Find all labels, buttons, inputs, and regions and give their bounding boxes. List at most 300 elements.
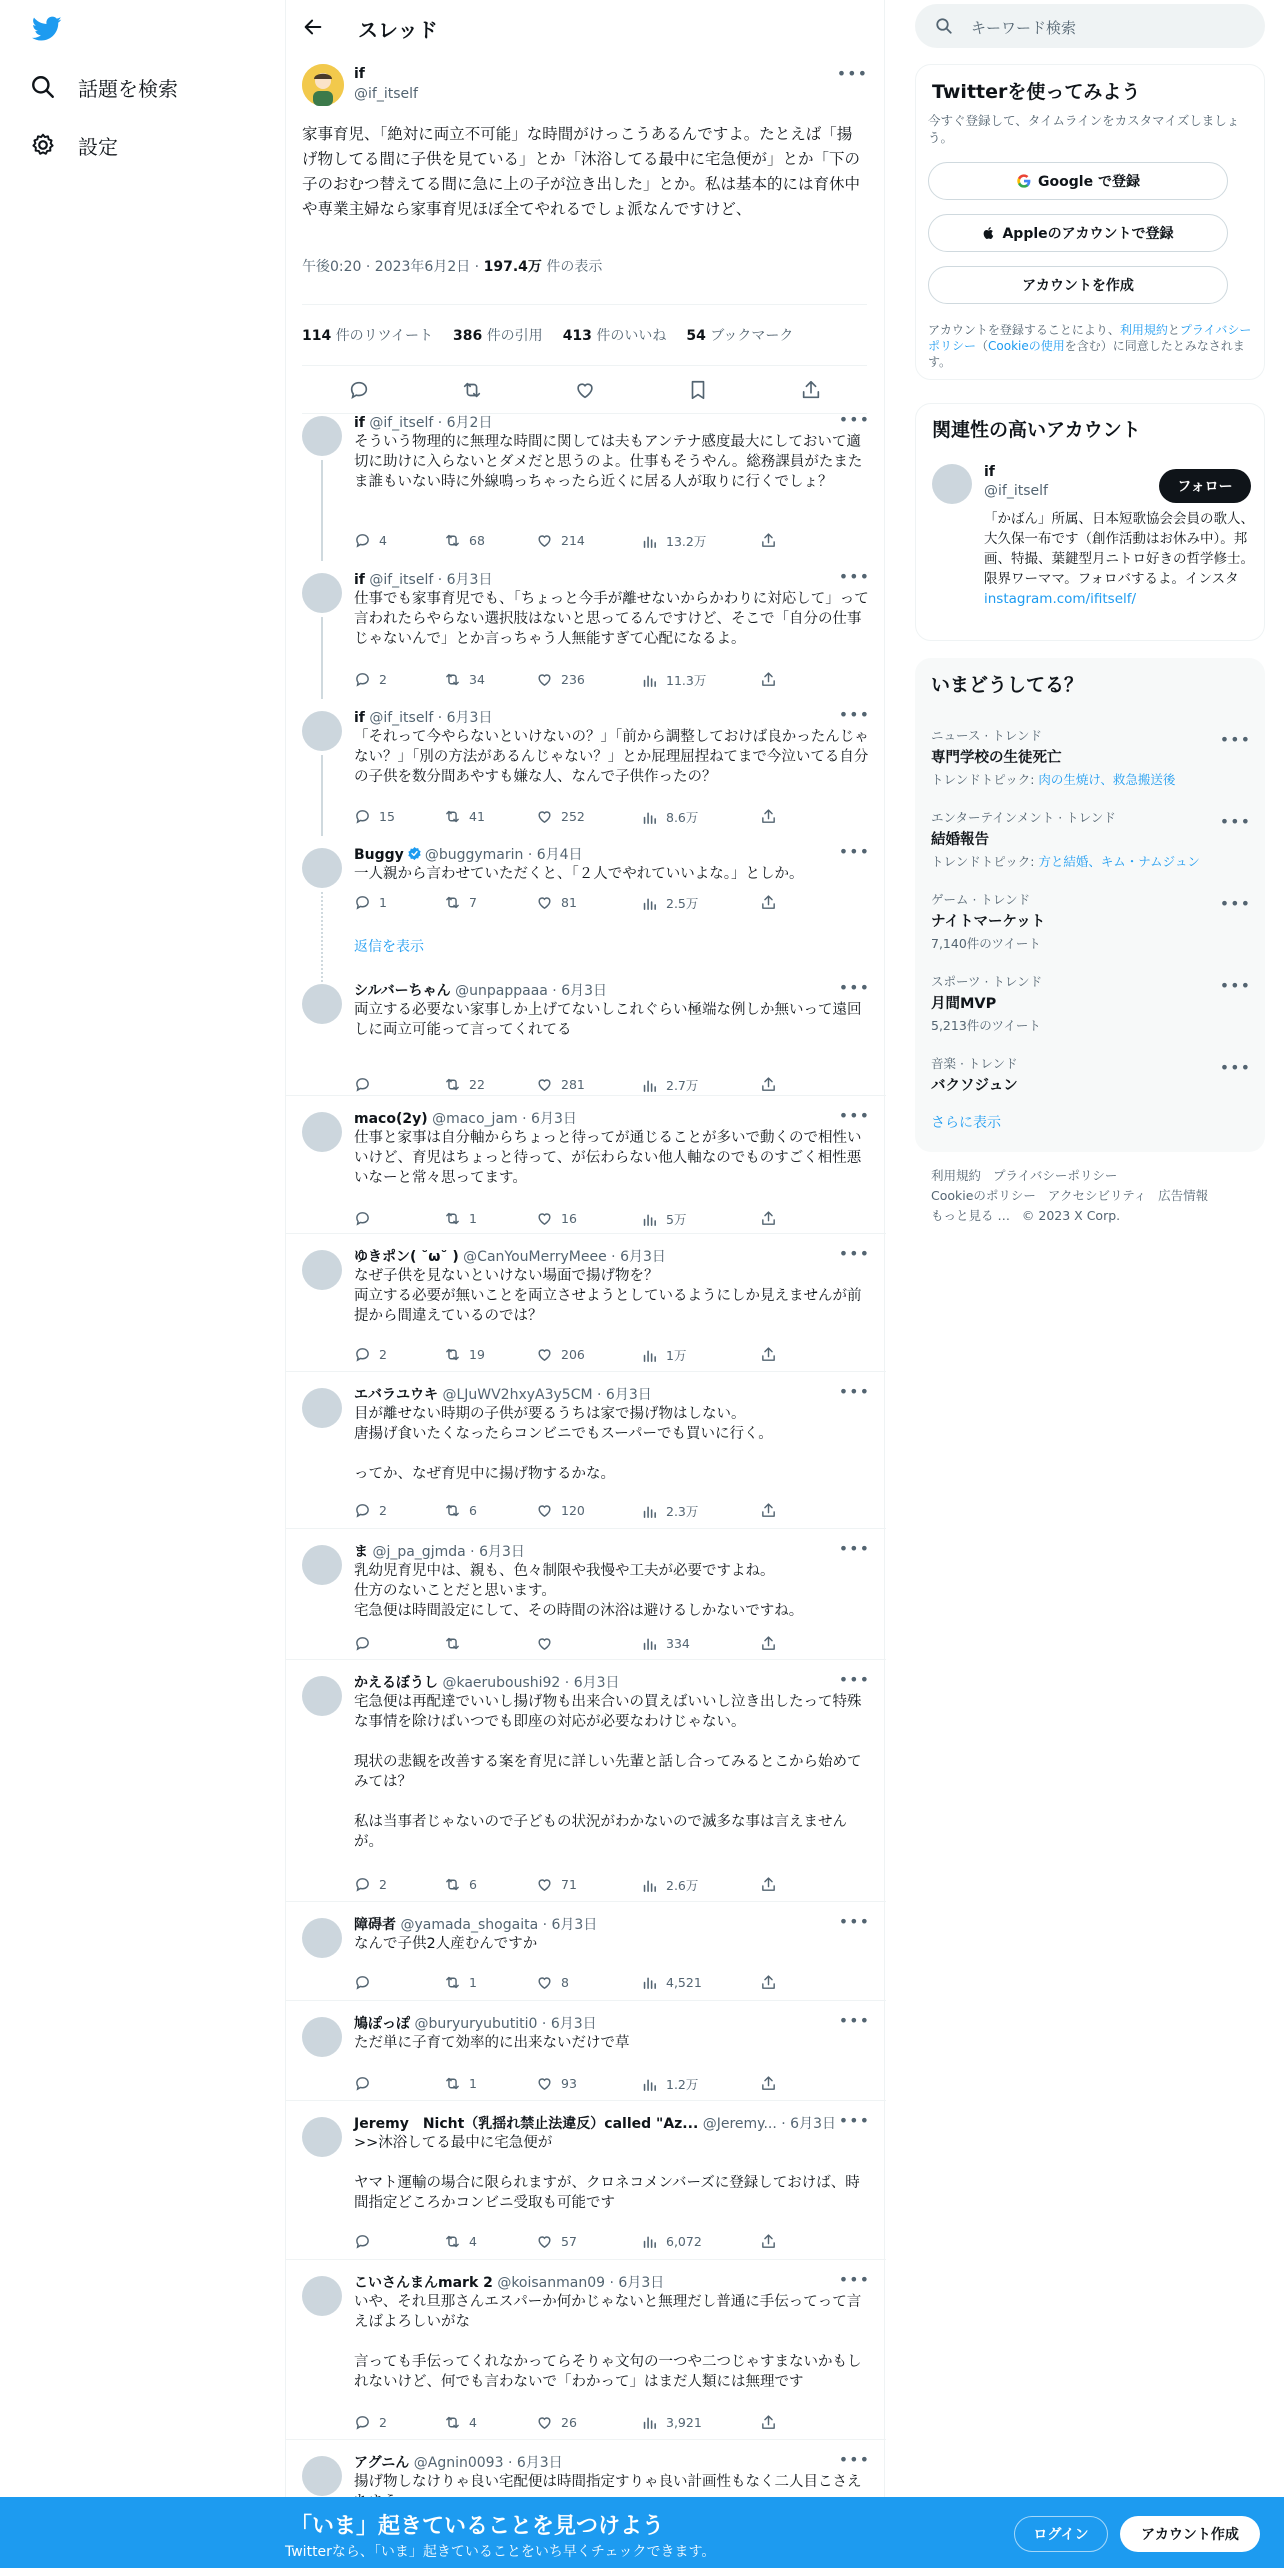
reply-author-handle[interactable]: @Agnin0093 bbox=[413, 2455, 504, 2471]
reply-tweet[interactable] bbox=[286, 1372, 886, 1529]
share-button[interactable] bbox=[760, 894, 777, 911]
like-button[interactable]: 236 bbox=[536, 671, 585, 688]
reply-date[interactable]: 6月3日 bbox=[561, 983, 608, 999]
more-icon[interactable]: ••• bbox=[836, 64, 868, 83]
reply-author-handle[interactable]: @maco_jam bbox=[432, 1111, 518, 1127]
tweet-time[interactable]: 午後0:20 · 2023年6月2日 bbox=[302, 259, 471, 275]
reply-date[interactable]: 6月3日 bbox=[446, 572, 493, 588]
avatar[interactable] bbox=[302, 2276, 342, 2316]
views-icon bbox=[641, 533, 658, 550]
retweet-button[interactable]: 7 bbox=[444, 894, 477, 911]
reply-button[interactable] bbox=[354, 1635, 379, 1652]
like-icon bbox=[536, 1076, 553, 1093]
trend-topic-link[interactable]: 方と結婚、キム・ナムジュン bbox=[1038, 854, 1200, 869]
more-icon[interactable]: ••• bbox=[838, 2111, 870, 2130]
avatar[interactable] bbox=[302, 64, 344, 106]
reply-text: 乳幼児育児中は、親も、色々制限や我慢や工夫が必要ですよね。 仕方のないことだと思います。 宅急便は時間設定にして、その時間の沐浴は避けるしかないですね。 bbox=[354, 1563, 804, 1619]
signup-terms: アカウントを登録することにより、利用規約とプライバシーポリシー（Cookieの使用を含む）に同意したとみなされます。 bbox=[928, 323, 1252, 369]
retweet-icon bbox=[444, 1502, 461, 1519]
reply-header: かえるぼうし @kaeruboushi92 · 6月3日 bbox=[354, 1675, 620, 1691]
reply-date[interactable]: 6月3日 bbox=[479, 1544, 525, 1560]
views-icon bbox=[641, 2233, 658, 2250]
share-icon[interactable] bbox=[800, 379, 822, 401]
reply-author-handle[interactable]: @if_itself bbox=[369, 710, 434, 726]
reply-author-name[interactable]: シルバーちゃん bbox=[354, 983, 451, 999]
bio-link[interactable]: instagram.com/ifitself/ bbox=[984, 591, 1137, 607]
reply-author-handle[interactable]: @unpappaaa bbox=[455, 983, 548, 999]
reply-button[interactable]: 2 bbox=[354, 2414, 387, 2431]
share-button[interactable] bbox=[760, 2414, 777, 2431]
reply-header: if @if_itself · 6月3日 bbox=[354, 710, 493, 726]
retweet-icon bbox=[444, 2233, 461, 2250]
share-icon bbox=[760, 2414, 777, 2431]
google-signup-button[interactable]: Google で登録 bbox=[928, 162, 1228, 200]
more-icon[interactable]: ••• bbox=[1219, 894, 1251, 913]
share-icon bbox=[760, 1876, 777, 1893]
reply-button[interactable]: 2 bbox=[354, 671, 387, 688]
reply-date[interactable]: 6月3日 bbox=[605, 1387, 652, 1403]
reply-header: if @if_itself · 6月3日 bbox=[354, 572, 493, 588]
trend-title: ナイトマーケット bbox=[931, 914, 1046, 930]
views-icon bbox=[641, 2076, 658, 2093]
reply-text: いや、それ旦那さんエスパーか何かじゃないと無理だし普通に手伝ってって言えばよろしいがな 言っても手伝ってくれなかってらそりゃ文句の一つや二つじゃすまないかもしれないけど、何でも言わないで「わかって」はまだ人類には無理です bbox=[354, 2294, 862, 2390]
reply-header: maco(2y) @maco_jam · 6月3日 bbox=[354, 1111, 577, 1127]
reply-tweet[interactable] bbox=[286, 1529, 886, 1660]
like-button[interactable]: 206 bbox=[536, 1346, 585, 1363]
retweet-icon bbox=[444, 1876, 461, 1893]
like-icon[interactable] bbox=[574, 379, 596, 401]
more-icon[interactable]: ••• bbox=[838, 410, 870, 429]
reply-author-name[interactable]: かえるぼうし bbox=[354, 1675, 438, 1691]
footer-privacy[interactable]: プライバシーポリシー bbox=[992, 1168, 1118, 1183]
share-button[interactable] bbox=[760, 1210, 777, 1227]
more-icon[interactable]: ••• bbox=[838, 1539, 870, 1558]
avatar[interactable] bbox=[302, 573, 342, 613]
trend-item[interactable] bbox=[931, 726, 1251, 788]
reply-tweet[interactable] bbox=[286, 1234, 886, 1372]
views-button[interactable]: 1.2万 bbox=[641, 2075, 698, 2093]
reply-header: こいさんまんmark 2 @koisanman09 · 6月3日 bbox=[354, 2275, 665, 2291]
reply-author-name[interactable]: こいさんまんmark 2 bbox=[354, 2275, 493, 2291]
reply-header: シルバーちゃん @unpappaaa · 6月3日 bbox=[354, 983, 608, 999]
retweet-button[interactable]: 6 bbox=[444, 1876, 477, 1893]
views-button[interactable]: 2.3万 bbox=[641, 1502, 698, 1520]
like-button[interactable]: 252 bbox=[536, 808, 585, 825]
views-icon bbox=[641, 895, 658, 912]
stat-retweets[interactable]: 114 件のリツイート bbox=[302, 328, 433, 344]
reply-button[interactable] bbox=[354, 1210, 379, 1227]
back-arrow-icon[interactable] bbox=[302, 16, 324, 38]
views-icon bbox=[641, 1974, 658, 1991]
share-button[interactable] bbox=[760, 2075, 777, 2092]
views-label: 件の表示 bbox=[546, 259, 603, 275]
reply-author-name[interactable]: maco(2y) bbox=[354, 1111, 428, 1127]
like-button[interactable]: 71 bbox=[536, 1876, 577, 1893]
retweet-button[interactable]: 1 bbox=[444, 1974, 477, 1991]
reply-date[interactable]: 6月3日 bbox=[516, 2455, 563, 2471]
signup-button[interactable]: アカウント作成 bbox=[1120, 2516, 1260, 2552]
reply-date[interactable]: 6月4日 bbox=[536, 847, 583, 863]
reply-author-name[interactable]: ゆきポン( ˘ω˘ ) bbox=[354, 1249, 459, 1265]
share-icon bbox=[760, 2075, 777, 2092]
footer-copyright: © 2023 X Corp. bbox=[1021, 1208, 1121, 1223]
related-title: 関連性の高いアカウント bbox=[932, 419, 1141, 441]
footer-accessibility[interactable]: アクセシビリティ bbox=[1047, 1188, 1147, 1203]
trend-title: 月間MVP bbox=[931, 996, 997, 1012]
show-replies-link[interactable]: 返信を表示 bbox=[354, 939, 424, 955]
reply-author-handle[interactable]: @if_itself bbox=[369, 415, 434, 431]
more-icon[interactable]: ••• bbox=[838, 1912, 870, 1931]
reply-icon[interactable] bbox=[348, 379, 370, 401]
footer-cookie[interactable]: Cookieのポリシー bbox=[931, 1188, 1036, 1203]
avatar[interactable] bbox=[302, 984, 342, 1024]
retweet-button[interactable]: 6 bbox=[444, 1502, 477, 1519]
share-button[interactable] bbox=[760, 1635, 777, 1652]
like-button[interactable] bbox=[536, 1635, 561, 1652]
avatar[interactable] bbox=[302, 2456, 342, 2496]
share-icon bbox=[760, 1635, 777, 1652]
reply-date[interactable]: 6月3日 bbox=[790, 2116, 836, 2132]
related-handle[interactable]: @if_itself bbox=[984, 483, 1048, 499]
retweet-button[interactable]: 4 bbox=[444, 2233, 477, 2250]
like-icon bbox=[536, 671, 553, 688]
show-more-trends[interactable]: さらに表示 bbox=[931, 1115, 1001, 1131]
reply-text: なんで子供2人産むんですか bbox=[354, 1936, 538, 1952]
avatar[interactable] bbox=[302, 2017, 342, 2057]
reply-date[interactable]: 6月3日 bbox=[618, 2275, 665, 2291]
reply-author-name[interactable]: 障碍者 bbox=[354, 1917, 396, 1933]
reply-actions bbox=[354, 1876, 784, 1896]
author-handle[interactable]: @if_itself bbox=[354, 86, 418, 102]
reply-author-name[interactable]: if bbox=[354, 415, 365, 431]
more-icon[interactable]: ••• bbox=[1219, 730, 1251, 749]
thread-line bbox=[321, 460, 323, 561]
related-name[interactable]: if bbox=[984, 464, 995, 480]
views-button[interactable]: 11.3万 bbox=[641, 671, 706, 689]
trend-item[interactable] bbox=[931, 808, 1251, 870]
thread-line bbox=[321, 755, 323, 836]
reply-button[interactable]: 1 bbox=[354, 894, 387, 911]
retweet-button[interactable]: 19 bbox=[444, 1346, 485, 1363]
share-button[interactable] bbox=[760, 2233, 777, 2250]
reply-header: アグニん @Agnin0093 · 6月3日 bbox=[354, 2455, 563, 2471]
like-icon bbox=[536, 2233, 553, 2250]
views-icon bbox=[641, 1347, 658, 1364]
footer-terms[interactable]: 利用規約 bbox=[931, 1168, 982, 1183]
reply-text: 一人親から言わせていただくと、「２人でやれていいよな。」としか。 bbox=[354, 866, 804, 882]
reply-header: Jeremy Nicht（乳揺れ禁止法違反）called "Az... @Jeremy... · 6月3日 bbox=[354, 2116, 836, 2132]
like-button[interactable]: 57 bbox=[536, 2233, 577, 2250]
retweet-button[interactable] bbox=[444, 1635, 469, 1652]
views-button[interactable]: 4,521 bbox=[641, 1974, 702, 1991]
trend-item[interactable] bbox=[931, 972, 1251, 1034]
like-button[interactable]: 26 bbox=[536, 2414, 577, 2431]
share-button[interactable] bbox=[760, 1346, 777, 1363]
reply-author-handle[interactable]: @if_itself bbox=[369, 572, 434, 588]
retweet-icon bbox=[444, 1974, 461, 1991]
reply-author-handle[interactable]: @buggymarin bbox=[424, 847, 524, 863]
search-input[interactable] bbox=[915, 4, 1265, 48]
trend-category: スポーツ · トレンド bbox=[931, 974, 1043, 989]
avatar[interactable] bbox=[302, 2117, 342, 2157]
signup-title: Twitterを使ってみよう bbox=[932, 81, 1141, 103]
views-button[interactable]: 3,921 bbox=[641, 2414, 702, 2431]
more-icon[interactable]: ••• bbox=[838, 1106, 870, 1125]
share-icon bbox=[760, 1974, 777, 1991]
views-button[interactable]: 13.2万 bbox=[641, 532, 706, 550]
thread-column bbox=[285, 0, 885, 2568]
bottom-signup-bar bbox=[0, 2497, 1284, 2568]
nav-settings[interactable] bbox=[30, 125, 118, 165]
share-button[interactable] bbox=[760, 1076, 777, 1093]
reply-author-name[interactable]: if bbox=[354, 710, 365, 726]
views-button[interactable]: 6,072 bbox=[641, 2233, 702, 2250]
reply-author-handle[interactable]: @j_pa_gjmda bbox=[372, 1544, 466, 1560]
reply-date[interactable]: 6月3日 bbox=[446, 710, 493, 726]
reply-tweet[interactable] bbox=[286, 1902, 886, 2001]
share-button[interactable] bbox=[760, 1974, 777, 1991]
views-button[interactable]: 334 bbox=[641, 1635, 690, 1652]
reply-author-name[interactable]: if bbox=[354, 572, 365, 588]
reply-tweet[interactable] bbox=[286, 1660, 886, 1902]
like-button[interactable]: 120 bbox=[536, 1502, 585, 1519]
avatar[interactable] bbox=[302, 1918, 342, 1958]
trend-title: 結婚報告 bbox=[931, 832, 989, 848]
share-icon bbox=[760, 808, 777, 825]
trend-title: 専門学校の生徒死亡 bbox=[931, 750, 1062, 766]
reply-icon bbox=[354, 2414, 371, 2431]
signup-desc: 今すぐ登録して、タイムラインをカスタマイズしましょう。 bbox=[928, 113, 1240, 145]
reply-actions bbox=[354, 1502, 784, 1522]
footer-more[interactable]: もっと見る … bbox=[931, 1208, 1010, 1223]
more-icon[interactable]: ••• bbox=[838, 842, 870, 861]
trends-title: いまどうしてる？ bbox=[931, 674, 1084, 696]
reply-tweet[interactable] bbox=[286, 2260, 886, 2440]
reply-author-handle[interactable]: @Jeremy... bbox=[702, 2116, 777, 2132]
reply-button[interactable]: 15 bbox=[354, 808, 395, 825]
retweet-button[interactable]: 22 bbox=[444, 1076, 485, 1093]
retweet-icon[interactable] bbox=[461, 379, 483, 401]
more-icon[interactable]: ••• bbox=[838, 1244, 870, 1263]
cookie-link[interactable]: Cookieの使用 bbox=[988, 339, 1065, 353]
signup-card bbox=[915, 64, 1265, 380]
like-button[interactable]: 281 bbox=[536, 1076, 585, 1093]
reply-author-name[interactable]: 鳩ぽっぽ bbox=[354, 2016, 410, 2032]
reply-author-handle[interactable]: @koisanman09 bbox=[497, 2275, 606, 2291]
reply-author-name[interactable]: Jeremy Nicht（乳揺れ禁止法違反）called "Az... bbox=[354, 2116, 699, 2132]
reply-button[interactable]: 2 bbox=[354, 1876, 387, 1893]
more-icon[interactable]: ••• bbox=[1219, 1058, 1251, 1077]
views-icon bbox=[641, 1211, 658, 1228]
like-icon bbox=[536, 1635, 553, 1652]
reply-actions bbox=[354, 2233, 784, 2253]
trend-category: ゲーム · トレンド bbox=[931, 892, 1031, 907]
share-icon bbox=[760, 532, 777, 549]
retweet-button[interactable]: 34 bbox=[444, 671, 485, 688]
views-button[interactable]: 2.5万 bbox=[641, 894, 698, 912]
views-button[interactable]: 2.7万 bbox=[641, 1076, 698, 1094]
retweet-button[interactable]: 68 bbox=[444, 532, 485, 549]
search-placeholder: キーワード検索 bbox=[971, 19, 1077, 37]
reply-button[interactable] bbox=[354, 1974, 379, 1991]
reply-tweet[interactable] bbox=[286, 2101, 886, 2260]
trend-topic-link[interactable]: 肉の生焼け、救急搬送後 bbox=[1038, 772, 1176, 787]
stat-likes[interactable]: 413 件のいいね bbox=[562, 328, 667, 344]
reply-tweet[interactable] bbox=[286, 1096, 886, 1234]
retweet-button[interactable]: 4 bbox=[444, 2414, 477, 2431]
reply-author-handle[interactable]: @LJuWV2hxyA3y5CM bbox=[442, 1387, 593, 1403]
like-button[interactable]: 93 bbox=[536, 2075, 577, 2092]
retweet-button[interactable]: 1 bbox=[444, 1210, 477, 1227]
avatar[interactable] bbox=[302, 1112, 342, 1152]
like-icon bbox=[536, 2414, 553, 2431]
share-button[interactable] bbox=[760, 1876, 777, 1893]
trend-category: ニュース · トレンド bbox=[931, 728, 1042, 743]
like-icon bbox=[536, 894, 553, 911]
follow-button[interactable]: フォロー bbox=[1159, 469, 1251, 503]
views-button[interactable]: 1万 bbox=[641, 1346, 686, 1364]
more-icon[interactable]: ••• bbox=[838, 1382, 870, 1401]
like-button[interactable]: 16 bbox=[536, 1210, 577, 1227]
twitter-logo-icon[interactable] bbox=[32, 16, 62, 42]
search-icon bbox=[935, 17, 953, 35]
reply-tweet[interactable] bbox=[286, 832, 886, 968]
tweet-stats bbox=[302, 304, 867, 366]
reply-author-handle[interactable]: @CanYouMerryMeee bbox=[463, 1249, 607, 1265]
reply-button[interactable]: 4 bbox=[354, 532, 387, 549]
privacy-link[interactable]: プライバシーポリシー bbox=[928, 323, 1252, 353]
like-button[interactable]: 8 bbox=[536, 1974, 569, 1991]
more-icon[interactable]: ••• bbox=[838, 1670, 870, 1689]
like-button[interactable]: 214 bbox=[536, 532, 585, 549]
reply-button[interactable] bbox=[354, 2075, 379, 2092]
avatar[interactable] bbox=[302, 1545, 342, 1585]
reply-author-name[interactable]: アグニん bbox=[354, 2455, 410, 2471]
nav-settings-label: 設定 bbox=[78, 134, 118, 159]
views-icon bbox=[641, 1635, 658, 1652]
reply-date[interactable]: 6月3日 bbox=[620, 1249, 666, 1265]
share-button[interactable] bbox=[760, 532, 777, 549]
reply-author-name[interactable]: Buggy bbox=[354, 847, 404, 863]
bookmark-icon[interactable] bbox=[687, 379, 709, 401]
reply-actions bbox=[354, 1076, 784, 1096]
retweet-icon bbox=[444, 1210, 461, 1227]
more-icon[interactable]: ••• bbox=[838, 2450, 870, 2469]
share-button[interactable] bbox=[760, 1502, 777, 1519]
terms-link[interactable]: 利用規約 bbox=[1119, 323, 1168, 337]
more-icon[interactable]: ••• bbox=[838, 978, 870, 997]
views-button[interactable]: 5万 bbox=[641, 1210, 686, 1228]
more-icon[interactable]: ••• bbox=[1219, 812, 1251, 831]
reply-date[interactable]: 6月2日 bbox=[446, 415, 493, 431]
footer-ads[interactable]: 広告情報 bbox=[1158, 1188, 1209, 1203]
avatar[interactable] bbox=[302, 1388, 342, 1428]
share-button[interactable] bbox=[760, 808, 777, 825]
retweet-button[interactable]: 41 bbox=[444, 808, 485, 825]
reply-date[interactable]: 6月3日 bbox=[573, 1675, 620, 1691]
reply-tweet[interactable] bbox=[286, 557, 886, 695]
google-icon bbox=[1016, 173, 1032, 189]
reply-actions bbox=[354, 1635, 784, 1655]
avatar[interactable] bbox=[302, 711, 342, 751]
create-account-button[interactable]: アカウントを作成 bbox=[928, 266, 1228, 304]
reply-date[interactable]: 6月3日 bbox=[550, 2016, 597, 2032]
reply-header: 鳩ぽっぽ @buryuryubutiti0 · 6月3日 bbox=[354, 2016, 597, 2032]
avatar[interactable] bbox=[302, 416, 342, 456]
reply-author-name[interactable]: ま bbox=[354, 1544, 368, 1560]
stat-bookmarks[interactable]: 54 ブックマーク bbox=[686, 328, 794, 344]
trend-sub: 7,140件のツイート bbox=[931, 936, 1041, 951]
trend-item[interactable] bbox=[931, 1054, 1251, 1095]
reply-author-name[interactable]: エバラユウキ bbox=[354, 1387, 438, 1403]
views-icon bbox=[641, 672, 658, 689]
share-icon bbox=[760, 894, 777, 911]
reply-author-handle[interactable]: @buryuryubutiti0 bbox=[414, 2016, 538, 2032]
reply-header: ゆきポン( ˘ω˘ ) @CanYouMerryMeee · 6月3日 bbox=[354, 1249, 666, 1265]
avatar[interactable] bbox=[302, 848, 342, 888]
reply-header: 障碍者 @yamada_shogaita · 6月3日 bbox=[354, 1917, 598, 1933]
reply-tweet[interactable] bbox=[286, 968, 886, 1096]
reply-button[interactable]: 2 bbox=[354, 1502, 387, 1519]
login-button[interactable]: ログイン bbox=[1014, 2516, 1108, 2552]
nav-explore[interactable] bbox=[30, 67, 178, 107]
more-icon[interactable]: ••• bbox=[1219, 976, 1251, 995]
more-icon[interactable]: ••• bbox=[838, 705, 870, 724]
views-button[interactable]: 8.6万 bbox=[641, 808, 698, 826]
stat-quotes[interactable]: 386 件の引用 bbox=[453, 328, 543, 344]
trend-sub: トレンドトピック: 方と結婚、キム・ナムジュン bbox=[931, 854, 1200, 869]
retweet-button[interactable]: 1 bbox=[444, 2075, 477, 2092]
reply-button[interactable] bbox=[354, 1076, 379, 1093]
views-button[interactable]: 2.6万 bbox=[641, 1876, 698, 1894]
reply-author-handle[interactable]: @yamada_shogaita bbox=[400, 1917, 539, 1933]
reply-icon bbox=[354, 1346, 371, 1363]
apple-signup-button[interactable]: Appleのアカウントで登録 bbox=[928, 214, 1228, 252]
reply-tweet[interactable] bbox=[286, 400, 886, 557]
reply-actions bbox=[354, 894, 784, 914]
avatar[interactable] bbox=[302, 1676, 342, 1716]
share-icon bbox=[760, 1076, 777, 1093]
reply-tweet[interactable] bbox=[286, 2001, 886, 2101]
gear-icon bbox=[30, 132, 56, 158]
reply-tweet[interactable] bbox=[286, 695, 886, 832]
author-name[interactable]: if bbox=[354, 66, 365, 82]
reply-button[interactable]: 2 bbox=[354, 1346, 387, 1363]
avatar[interactable] bbox=[302, 1250, 342, 1290]
reply-header: エバラユウキ @LJuWV2hxyA3y5CM · 6月3日 bbox=[354, 1387, 652, 1403]
trend-category: エンターテインメント · トレンド bbox=[931, 810, 1116, 825]
reply-author-handle[interactable]: @kaeruboushi92 bbox=[442, 1675, 561, 1691]
trend-category: 音楽 · トレンド bbox=[931, 1056, 1018, 1071]
reply-icon bbox=[354, 808, 371, 825]
reply-icon bbox=[354, 2233, 371, 2250]
reply-actions bbox=[354, 1210, 784, 1230]
more-icon[interactable]: ••• bbox=[838, 2270, 870, 2289]
reply-date[interactable]: 6月3日 bbox=[551, 1917, 598, 1933]
avatar[interactable] bbox=[932, 464, 972, 504]
reply-actions bbox=[354, 1346, 784, 1366]
reply-text: そういう物理的に無理な時間に関しては夫もアンテナ感度最大にしておいて適切に助けに入らないとダメだと思うのよ。仕事もそうやん。総務課員がたまたま誰もいない時に外線鳴っちゃったら近くに居る人が取りに行くでしょ？ bbox=[354, 434, 863, 490]
trend-item[interactable] bbox=[931, 890, 1251, 952]
more-icon[interactable]: ••• bbox=[838, 567, 870, 586]
reply-icon bbox=[354, 1876, 371, 1893]
like-button[interactable]: 81 bbox=[536, 894, 577, 911]
share-button[interactable] bbox=[760, 671, 777, 688]
reply-button[interactable] bbox=[354, 2233, 379, 2250]
more-icon[interactable]: ••• bbox=[838, 2011, 870, 2030]
reply-icon bbox=[354, 1210, 371, 1227]
reply-date[interactable]: 6月3日 bbox=[531, 1111, 577, 1127]
